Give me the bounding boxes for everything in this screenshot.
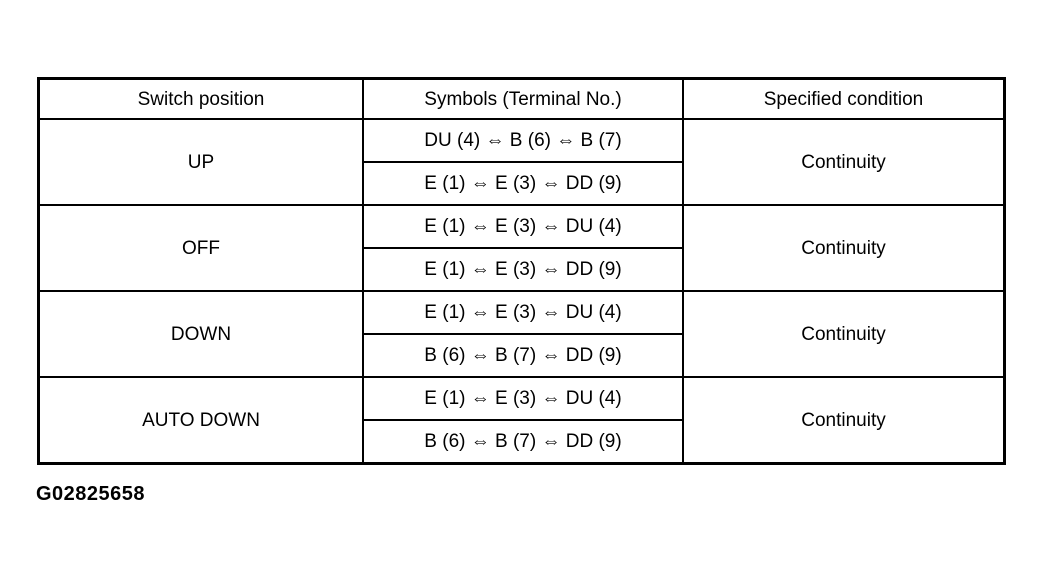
switch-position-value: AUTO DOWN xyxy=(142,409,260,431)
symbols-group xyxy=(362,120,682,204)
header-switch-position: Switch position xyxy=(137,88,265,110)
symbols-value: E (1) ⇔ E (3) ⇔ DU (4) xyxy=(424,216,622,237)
table-header-row xyxy=(40,80,1003,118)
symbols-value: E (1) ⇔ E (3) ⇔ DD (9) xyxy=(364,161,682,204)
symbols-group xyxy=(362,378,682,462)
table-row-auto-down xyxy=(40,376,1003,462)
symbols-value: E (1) ⇔ E (3) ⇔ DD (9) xyxy=(364,247,682,290)
header-specified-condition: Specified condition xyxy=(682,80,1003,118)
table-row-off xyxy=(40,204,1003,290)
condition-value: Continuity xyxy=(682,378,1003,462)
symbols-value: E (1) ⇔ E (3) ⇔ DU (4) xyxy=(424,302,622,323)
symbols-group xyxy=(362,206,682,290)
condition-value: Continuity xyxy=(682,292,1003,376)
symbols-value: DU (4) ⇔ B (6) ⇔ B (7) xyxy=(424,130,622,151)
switch-position-value: DOWN xyxy=(170,323,232,345)
figure-id-label: G02825658 xyxy=(36,483,146,505)
symbols-group xyxy=(362,292,682,376)
switch-position-value: OFF xyxy=(182,237,220,259)
condition-value: Continuity xyxy=(682,206,1003,290)
symbols-value: E (1) ⇔ E (3) ⇔ DU (4) xyxy=(424,388,622,409)
table-row-up xyxy=(40,118,1003,204)
symbols-value: B (6) ⇔ B (7) ⇔ DD (9) xyxy=(364,419,682,462)
switch-position-value: UP xyxy=(187,151,215,173)
symbols-value: B (6) ⇔ B (7) ⇔ DD (9) xyxy=(364,333,682,376)
table-row-down xyxy=(40,290,1003,376)
condition-value: Continuity xyxy=(682,120,1003,204)
continuity-table xyxy=(37,77,1006,465)
header-symbols-terminal-no: Symbols (Terminal No.) xyxy=(362,80,682,118)
